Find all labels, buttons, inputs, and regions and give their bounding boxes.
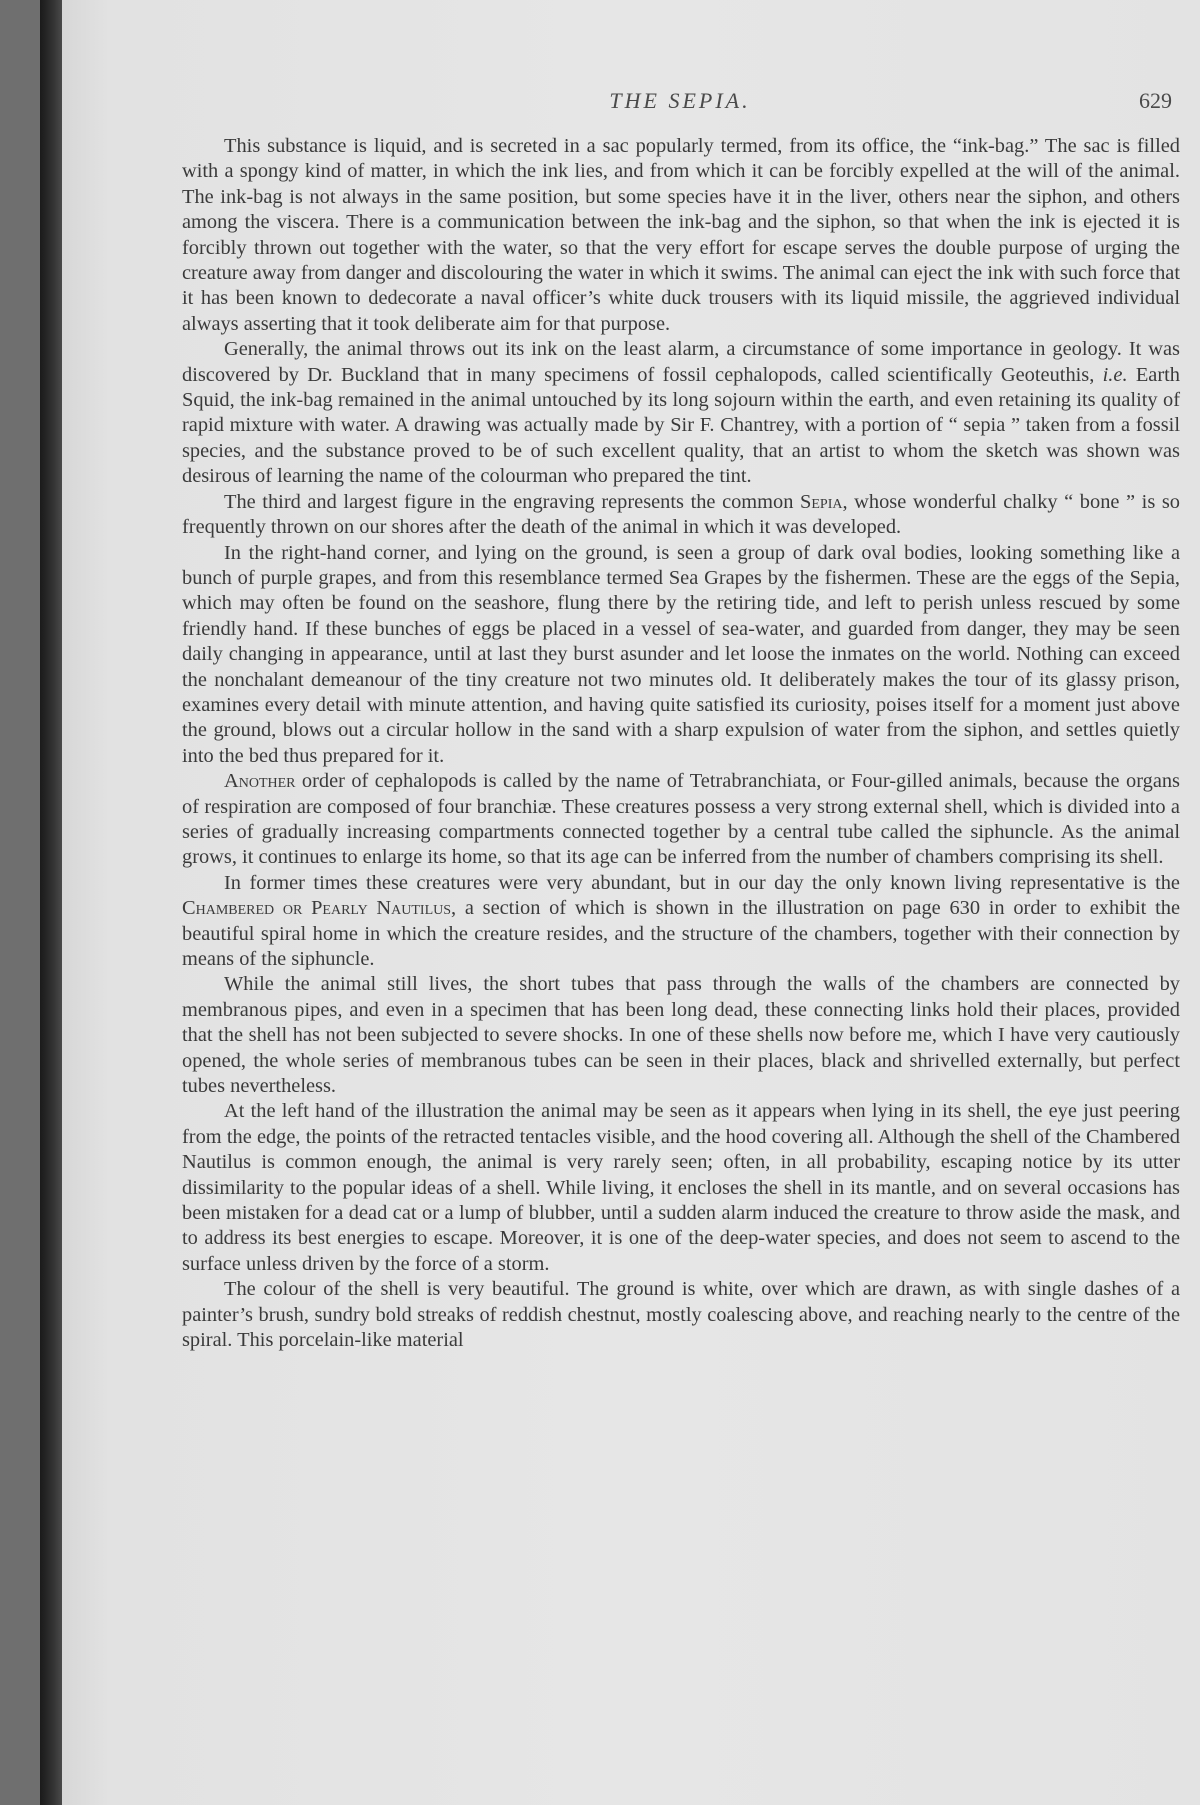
text-run: At the left hand of the illustration the animal may be seen as it appears when lying in its shell, the eye just peering from the edge, the points of the retracted tentacles visible, and the hood covering all. Although the shell of the Chambered Nautilus is common enough, the animal is very rarely seen; often, in all probability, escaping notice by its utter dissimilarity to the popular ideas of a shell. While living, it encloses the shell in its mantle, and on several occasions has been mistaken for a dead cat or a lump of blubber, until a sudden alarm induced the creature to throw aside the mask, and to address its best energies to escape. Moreover, it is one of the deep-water species, and does not seem to ascend to the surface unless driven by the force of a storm. bbox=[182, 1100, 1180, 1275]
running-title: THE SEPIA. bbox=[609, 88, 751, 113]
text-run: In the right-hand corner, and lying on the ground, is seen a group of dark oval bodies, looking something like a bunch of purple grapes, and from this resemblance termed Sea Grapes by the fishermen. These are the eggs of the Sepia, which may often be found on the seashore, flung there by the retiring tide, and left to perish unless rescued by some friendly hand. If these bunches of eggs be placed in a vessel of sea-water, and guarded from danger, they may be seen daily changing in appearance, until at last they burst asunder and let loose the inmates on the world. Nothing can exceed the nonchalant demeanour of the tiny creature not two minutes old. It deliberately makes the tour of its glassy prison, examines every detail with minute attention, and having quite satisfied its curiosity, poises itself for a moment just above the ground, blows out a circular hollow in the sand with a sharp expulsion of water from the siphon, and settles quietly into the bed thus prepared for it. bbox=[182, 541, 1180, 767]
paragraph bbox=[182, 1277, 1180, 1353]
paragraph bbox=[182, 871, 1180, 973]
page-header bbox=[180, 88, 1180, 128]
paragraph bbox=[182, 541, 1180, 770]
text-run: In former times these creatures were very abundant, but in our day the only known living representative is the bbox=[224, 871, 1180, 894]
text-run: Another bbox=[224, 770, 296, 793]
paragraph bbox=[182, 134, 1180, 337]
text-run: Sepia bbox=[800, 490, 843, 513]
book-spine-shadow bbox=[40, 0, 62, 1805]
paragraph bbox=[182, 490, 1180, 541]
text-run: i.e. bbox=[1102, 363, 1128, 386]
paragraph bbox=[182, 972, 1180, 1099]
text-run: , whose wonderful chalky “ bone ” is so frequently thrown on our shores after the death of the animal in which it was developed. bbox=[182, 490, 1180, 539]
paragraph bbox=[182, 1099, 1180, 1277]
text-run: order of cephalopods is called by the name of Tetrabranchiata, or Four-gilled animals, because the organs of respiration are composed of four branchiæ. These creatures possess a very strong external shell, which is divided into a series of gradually increasing compartments connected together by a central tube called the siphuncle. As the animal grows, it continues to enlarge its home, so that its age can be inferred from the number of chambers comprising its shell. bbox=[182, 770, 1180, 869]
text-run: Generally, the animal throws out its ink on the least alarm, a circumstance of some importance in geology. It was discovered by Dr. Buckland that in many specimens of fossil cephalopods, called scientifically Geoteuthis, bbox=[182, 338, 1180, 386]
text-run: Chambered or Pearly Nautilus bbox=[182, 897, 452, 920]
text-run: , a section of which is shown in the illustration on page 630 in order to exhibit the beautiful spiral home in which the creature resides, and the structure of the chambers, together with their connection by means of the siphuncle. bbox=[182, 897, 1180, 970]
body-text bbox=[182, 134, 1180, 1354]
paragraph bbox=[182, 337, 1180, 489]
text-run: The third and largest figure in the engraving represents the common bbox=[224, 490, 801, 513]
text-run: This substance is liquid, and is secreted in a sac popularly termed, from its office, the “ink-bag.” The sac is filled with a spongy kind of matter, in which the ink lies, and from which it can be forcibly expelled at the will of the animal. The ink-bag is not always in the same position, but some species have it in the liver, others near the siphon, and others among the viscera. There is a communication between the ink-bag and the siphon, so that when the ink is ejected it is forcibly thrown out together with the water, so that the very effort for escape serves the double purpose of urging the creature away from danger and discolouring the water in which it swims. The animal can eject the ink with such force that it has been known to dedecorate a naval officer’s white duck trousers with its liquid missile, the aggrieved individual always asserting that it took deliberate aim for that purpose. bbox=[182, 135, 1180, 335]
book-page bbox=[40, 0, 1200, 1805]
text-run: While the animal still lives, the short tubes that pass through the walls of the chambers are connected by membranous pipes, and even in a specimen that has been long dead, these connecting links hold their places, provided that the shell has not been subjected to severe shocks. In one of these shells now before me, which I have very cautiously opened, the whole series of membranous tubes can be seen in their places, black and shrivelled externally, but perfect tubes nevertheless. bbox=[182, 973, 1180, 1098]
text-run: The colour of the shell is very beautiful. The ground is white, over which are drawn, as with single dashes of a painter’s brush, sundry bold streaks of reddish chestnut, mostly coalescing above, and reaching nearly to the centre of the spiral. This porcelain-like material bbox=[182, 1278, 1180, 1352]
page-number: 629 bbox=[1139, 88, 1172, 113]
text-run: Earth Squid, the ink-bag remained in the animal untouched by its long sojourn within the earth, and even retaining its quality of rapid mixture with water. A drawing was actually made by Sir F. Chantrey, with a portion of “ sepia ” taken from a fossil species, and the substance proved to be of such excellent quality, that an artist to whom the sketch was shown was desirous of learning the name of the colourman who prepared the tint. bbox=[182, 363, 1180, 488]
paragraph bbox=[182, 769, 1180, 871]
